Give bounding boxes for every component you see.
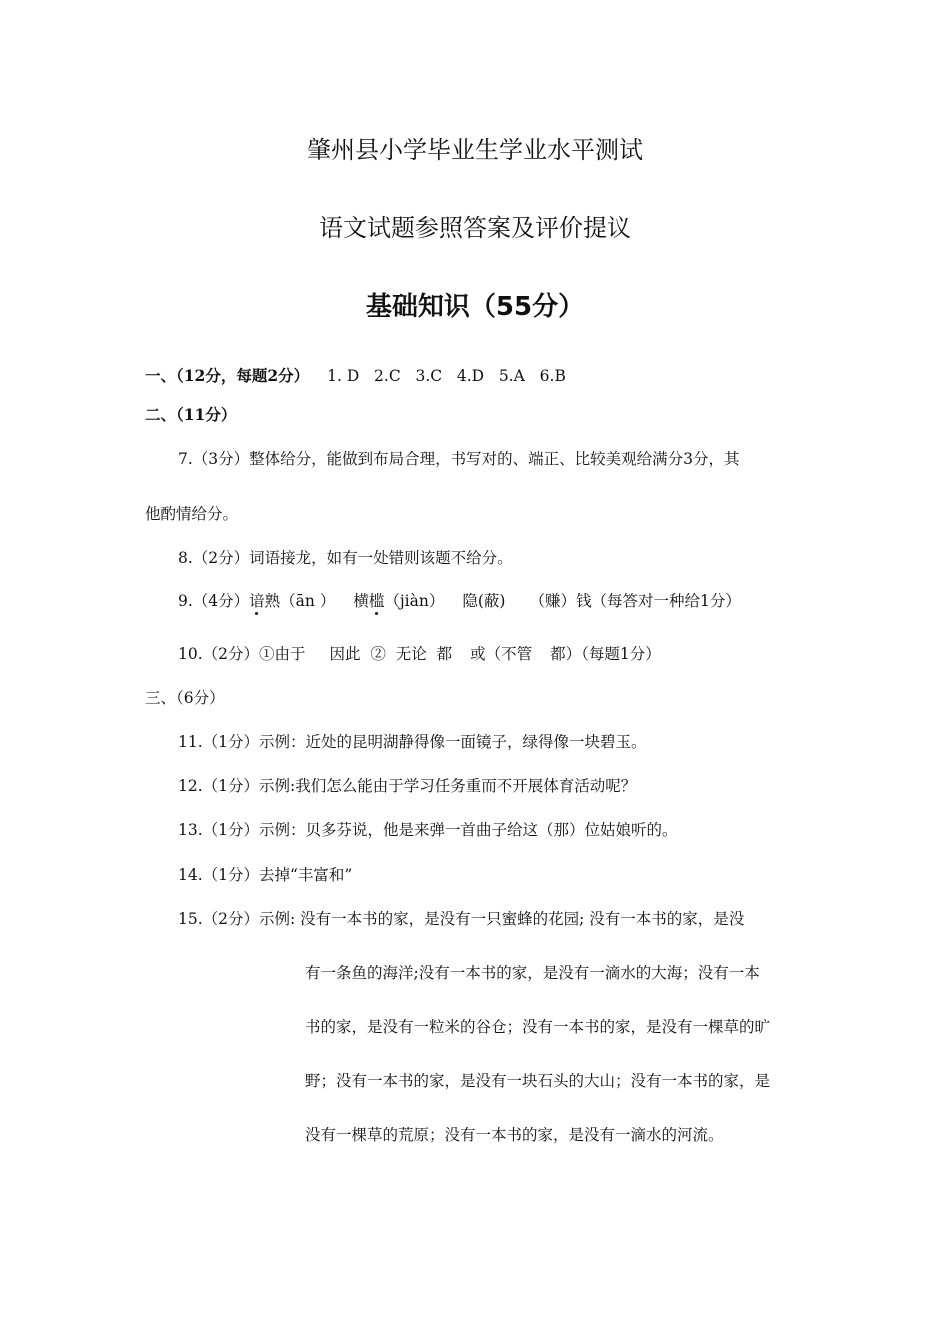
q10-part-a: 10.（2分）①由于 (178, 645, 306, 663)
q10-part-d: 都）（每题1分） (550, 645, 661, 663)
q13-line: 13.（1分）示例：贝多芬说，他是来弹一首曲子给这（那）位姑娘听的。 (178, 821, 678, 839)
q15-line-5: 没有一棵草的荒原；没有一本书的家，是没有一滴水的河流。 (305, 1126, 724, 1144)
section-1-answers: 1. D 2.C 3.C 4.D 5.A 6.B (327, 367, 566, 385)
q12-line: 12.（1分）示例:我们怎么能由于学习任务重而不开展体育活动呢？ (178, 777, 637, 795)
section-heading-basic-knowledge: 基础知识（55分） (365, 292, 585, 322)
q7-line-1: 7.（3分）整体给分，能做到布局合理，书写对的、端正、比较美观给满分3分，其 (178, 450, 740, 468)
section-1-line (145, 366, 566, 386)
q9-dotted-char: 谙 (249, 592, 265, 610)
document-subtitle: 语文试题参照答案及评价提议 (319, 214, 631, 242)
q9-word-4: （赚）钱（每答对一种给1分） (529, 592, 741, 610)
q10-line (178, 644, 661, 664)
q9-word-2c: （jiàn） (384, 592, 445, 610)
section-3-heading: 三、（6分） (145, 689, 225, 707)
q7-line-2: 他酌情给分。 (145, 505, 239, 523)
q15-line-1: 15.（2分）示例: 没有一本书的家，是没有一只蜜蜂的花园; 没有一本书的家，是没 (178, 910, 745, 928)
section-2-heading: 二、（11分） (145, 405, 237, 424)
q9-word-1: 熟（ān ） (264, 592, 336, 610)
q10-part-b: 因此 ② 无论 都 (329, 645, 453, 663)
document-title: 肇州县小学毕业生学业水平测试 (307, 136, 643, 164)
q9-word-2a: 横 (353, 592, 369, 610)
q9-line (178, 591, 741, 611)
q8-line: 8.（2分）词语接龙，如有一处错则该题不给分。 (178, 549, 513, 567)
q11-line: 11.（1分）示例：近处的昆明湖静得像一面镜子，绿得像一块碧玉。 (178, 733, 647, 751)
q15-line-2: 有一条鱼的海洋;没有一本书的家，是没有一滴水的大海；没有一本 (305, 964, 760, 982)
q9-prefix: 9.（4分） (178, 592, 250, 610)
section-1-heading: 一、（12分，每题2分） (145, 366, 310, 385)
q10-part-c: 或（不管 (470, 645, 533, 663)
q15-line-4: 野；没有一本书的家，是没有一块石头的大山；没有一本书的家，是 (305, 1072, 771, 1090)
q14-line: 14.（1分）去掉“丰富和” (178, 866, 353, 884)
q15-line-3: 书的家，是没有一粒米的谷仓；没有一本书的家，是没有一棵草的旷 (305, 1018, 771, 1036)
q9-word-3: 隐(蔽) (462, 592, 506, 610)
q9-dotted-char: 槛 (368, 592, 385, 610)
